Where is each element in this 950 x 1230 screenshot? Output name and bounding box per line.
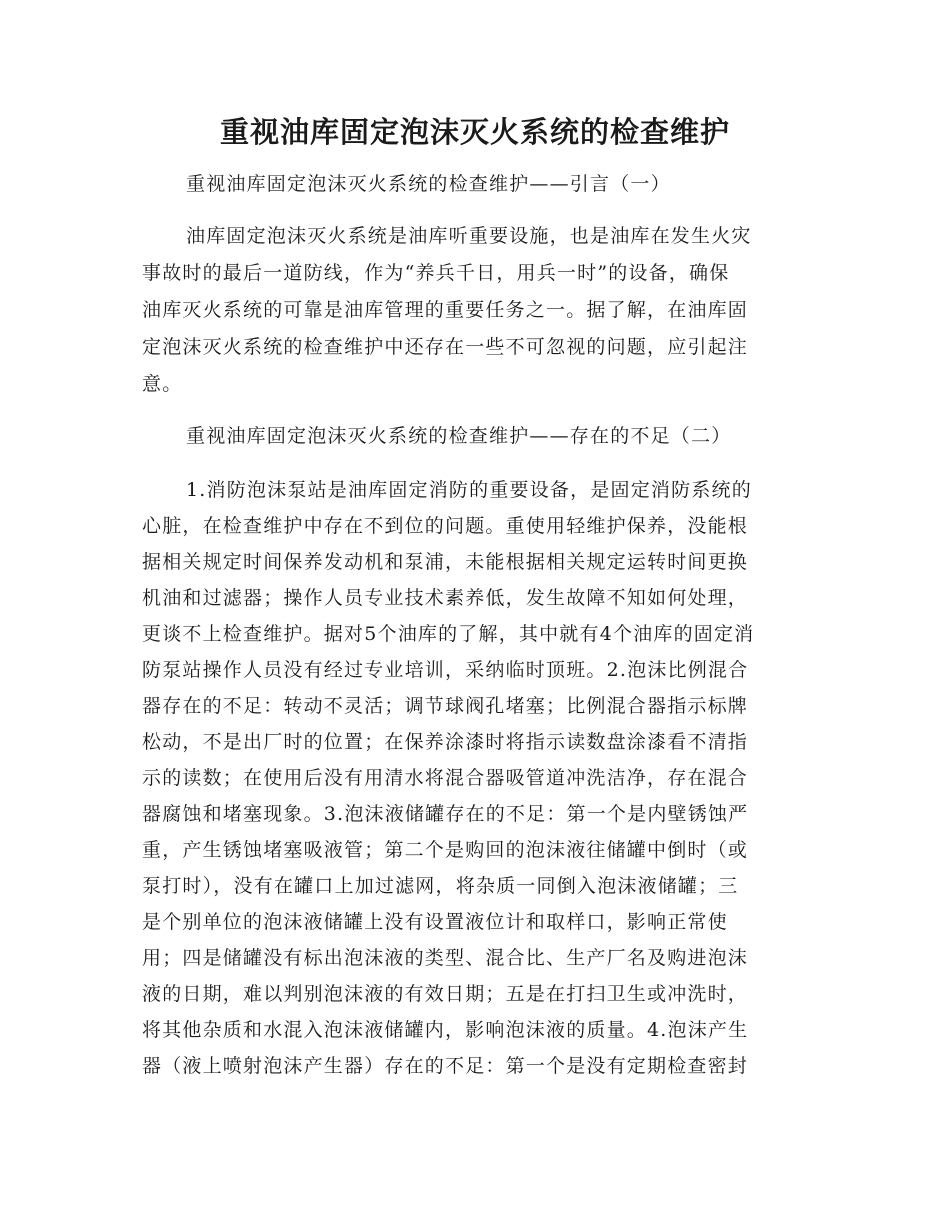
paragraph-line: 示的读数；在使用后没有用清水将混合器吸管道冲洗洁净，存在混合 [142,767,749,789]
paragraph-line: 泵打时），没有在罐口上加过滤网，将杂质一同倒入泡沫液储罐；三 [142,875,739,897]
paragraph-line: 定泡沫灭火系统的检查维护中还存在一些不可忽视的问题，应引起注 [142,336,749,358]
paragraph-line: 油库灭火系统的可靠是油库管理的重要任务之一。据了解，在油库固 [142,299,749,321]
section-heading-intro: 重视油库固定泡沫灭火系统的检查维护——引言（一） [186,173,671,195]
paragraph-line: 器存在的不足：转动不灵活；调节球阀孔堵塞；比例混合器指示标牌 [142,695,749,717]
paragraph-line: 器（液上喷射泡沫产生器）存在的不足：第一个是没有定期检查密封 [142,1055,749,1077]
section-heading-shortcomings: 重视油库固定泡沫灭火系统的检查维护——存在的不足（二） [186,425,732,447]
paragraph-line: 防泵站操作人员没有经过专业培训，采纳临时顶班。2.泡沫比例混合 [142,659,749,681]
paragraph-line: 意。 [142,373,183,395]
paragraph-line: 重，产生锈蚀堵塞吸液管；第二个是购回的泡沫液往储罐中倒时（或 [142,839,749,861]
paragraph-line: 液的日期，难以判别泡沫液的有效日期；五是在打扫卫生或冲洗时， [142,983,749,1005]
paragraph-line: 据相关规定时间保养发动机和泵浦，未能根据相关规定运转时间更换 [142,551,749,573]
paragraph-line: 事故时的最后一道防线，作为“养兵千日，用兵一时”的设备，确保 [142,262,730,284]
paragraph-line: 油库固定泡沫灭火系统是油库听重要设施，也是油库在发生火灾 [186,225,752,247]
document-title: 重视油库固定泡沫灭火系统的检查维护 [219,115,730,149]
paragraph-line: 将其他杂质和水混入泡沫液储罐内，影响泡沫液的质量。4.泡沫产生 [142,1019,749,1041]
paragraph-line: 1.消防泡沫泵站是油库固定消防的重要设备，是固定消防系统的 [186,479,752,501]
paragraph-line: 用；四是储罐没有标出泡沫液的类型、混合比、生产厂名及购进泡沫 [142,947,749,969]
paragraph-line: 机油和过滤器；操作人员专业技术素养低，发生故障不知如何处理， [142,587,749,609]
paragraph-line: 器腐蚀和堵塞现象。3.泡沫液储罐存在的不足：第一个是内壁锈蚀严 [142,803,749,825]
paragraph-line: 是个别单位的泡沫液储罐上没有设置液位计和取样口，影响正常使 [142,911,728,933]
paragraph-line: 心脏，在检查维护中存在不到位的问题。重使用轻维护保养，没能根 [142,515,749,537]
paragraph-line: 松动，不是出厂时的位置；在保养涂漆时将指示读数盘涂漆看不清指 [142,731,749,753]
paragraph-line: 更谈不上检查维护。据对5个油库的了解，其中就有4个油库的固定消 [142,623,755,645]
